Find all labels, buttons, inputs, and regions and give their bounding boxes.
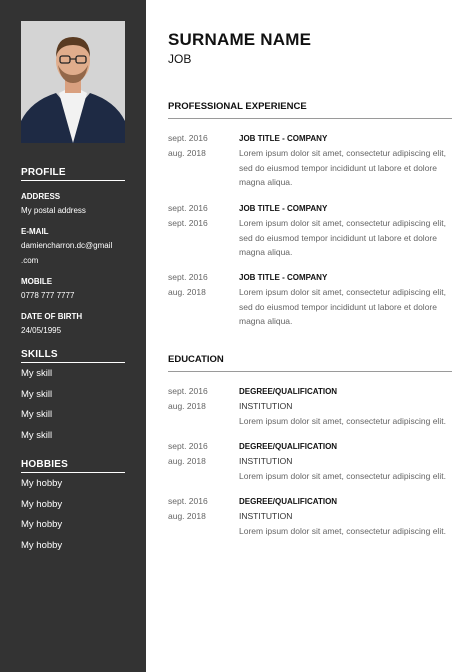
entry-body [239, 494, 457, 539]
hobbies-heading: HOBBIES [21, 459, 125, 473]
address-value: My postal address [21, 206, 86, 215]
end-date: sept. 2016 [168, 218, 208, 228]
skill-item: My skill [21, 368, 53, 379]
entry-body [239, 270, 457, 329]
end-date: aug. 2018 [168, 287, 206, 297]
dob-value: 24/05/1995 [21, 326, 62, 335]
institution: INSTITUTION [239, 456, 293, 466]
description-line: Lorem ipsum dolor sit amet, consectetur adipiscing elit, [239, 287, 446, 297]
description-line: Lorem ipsum dolor sit amet, consectetur adipiscing elit, [239, 148, 446, 158]
degree-title: DEGREE/QUALIFICATION [239, 497, 338, 506]
description-line: magna aliqua. [239, 316, 293, 326]
end-date: aug. 2018 [168, 456, 206, 466]
start-date: sept. 2016 [168, 386, 208, 396]
mobile-label: MOBILE [21, 277, 53, 286]
description-line: Lorem ipsum dolor sit amet, consectetur adipiscing elit. [239, 471, 446, 481]
entry-body [239, 384, 457, 429]
skill-item: My skill [21, 388, 53, 400]
start-date: sept. 2016 [168, 133, 208, 143]
entry-dates [168, 384, 208, 414]
description-line: Lorem ipsum dolor sit amet, consectetur adipiscing elit, [239, 218, 446, 228]
start-date: sept. 2016 [168, 441, 208, 451]
institution: INSTITUTION [239, 511, 293, 521]
email-value-continued: .com [21, 256, 39, 265]
description-line: Lorem ipsum dolor sit amet, consectetur adipiscing elit. [239, 416, 446, 426]
description-line: sed do eiusmod tempor incididunt ut labore et dolore [239, 232, 437, 243]
end-date: aug. 2018 [168, 511, 206, 521]
description-line: magna aliqua. [239, 247, 293, 257]
start-date: sept. 2016 [168, 496, 208, 506]
start-date: sept. 2016 [168, 203, 208, 213]
skill-item: My skill [21, 409, 53, 420]
entry-body [239, 131, 457, 190]
profile-photo [21, 21, 125, 143]
person-portrait-icon [21, 21, 125, 143]
entry-dates [168, 131, 208, 161]
end-date: aug. 2018 [168, 401, 206, 411]
email-value: damiencharron.dc@gmail [21, 241, 113, 250]
address-label: ADDRESS [21, 192, 61, 201]
hobby-item: My hobby [21, 498, 63, 510]
description-line: magna aliqua. [239, 177, 293, 187]
hobby-item: My hobby [21, 478, 63, 489]
institution: INSTITUTION [239, 401, 293, 411]
start-date: sept. 2016 [168, 272, 208, 282]
entry-dates [168, 270, 208, 300]
education-heading: EDUCATION [168, 354, 452, 372]
dob-label: DATE OF BIRTH [21, 312, 83, 321]
degree-title: DEGREE/QUALIFICATION [239, 442, 338, 451]
description-line: Lorem ipsum dolor sit amet, consectetur adipiscing elit. [239, 526, 446, 536]
skills-heading: SKILLS [21, 349, 125, 363]
hobby-item: My hobby [21, 539, 63, 551]
description-line: sed do eiusmod tempor incididunt ut labore et dolore [239, 162, 437, 173]
experience-heading: PROFESSIONAL EXPERIENCE [168, 101, 452, 119]
job-title: JOB TITLE - COMPANY [239, 204, 328, 213]
entry-dates [168, 494, 208, 524]
sidebar [0, 0, 146, 672]
job-title: JOB TITLE - COMPANY [239, 134, 328, 143]
skills-list [21, 364, 52, 446]
hobby-item: My hobby [21, 519, 63, 530]
profile-heading: PROFILE [21, 167, 125, 181]
skill-item: My skill [21, 429, 53, 441]
email-label: E-MAIL [21, 227, 49, 236]
description-line: sed do eiusmod tempor incididunt ut labore et dolore [239, 301, 437, 312]
mobile-value: 0778 777 7777 [21, 291, 75, 300]
candidate-name: SURNAME NAME [168, 30, 312, 49]
entry-dates [168, 201, 208, 231]
entry-body [239, 201, 457, 260]
degree-title: DEGREE/QUALIFICATION [239, 387, 338, 396]
job-title: JOB TITLE - COMPANY [239, 273, 328, 282]
end-date: aug. 2018 [168, 148, 206, 158]
entry-dates [168, 439, 208, 469]
candidate-job: JOB [168, 52, 192, 66]
entry-body [239, 439, 457, 484]
hobbies-list [21, 474, 62, 556]
